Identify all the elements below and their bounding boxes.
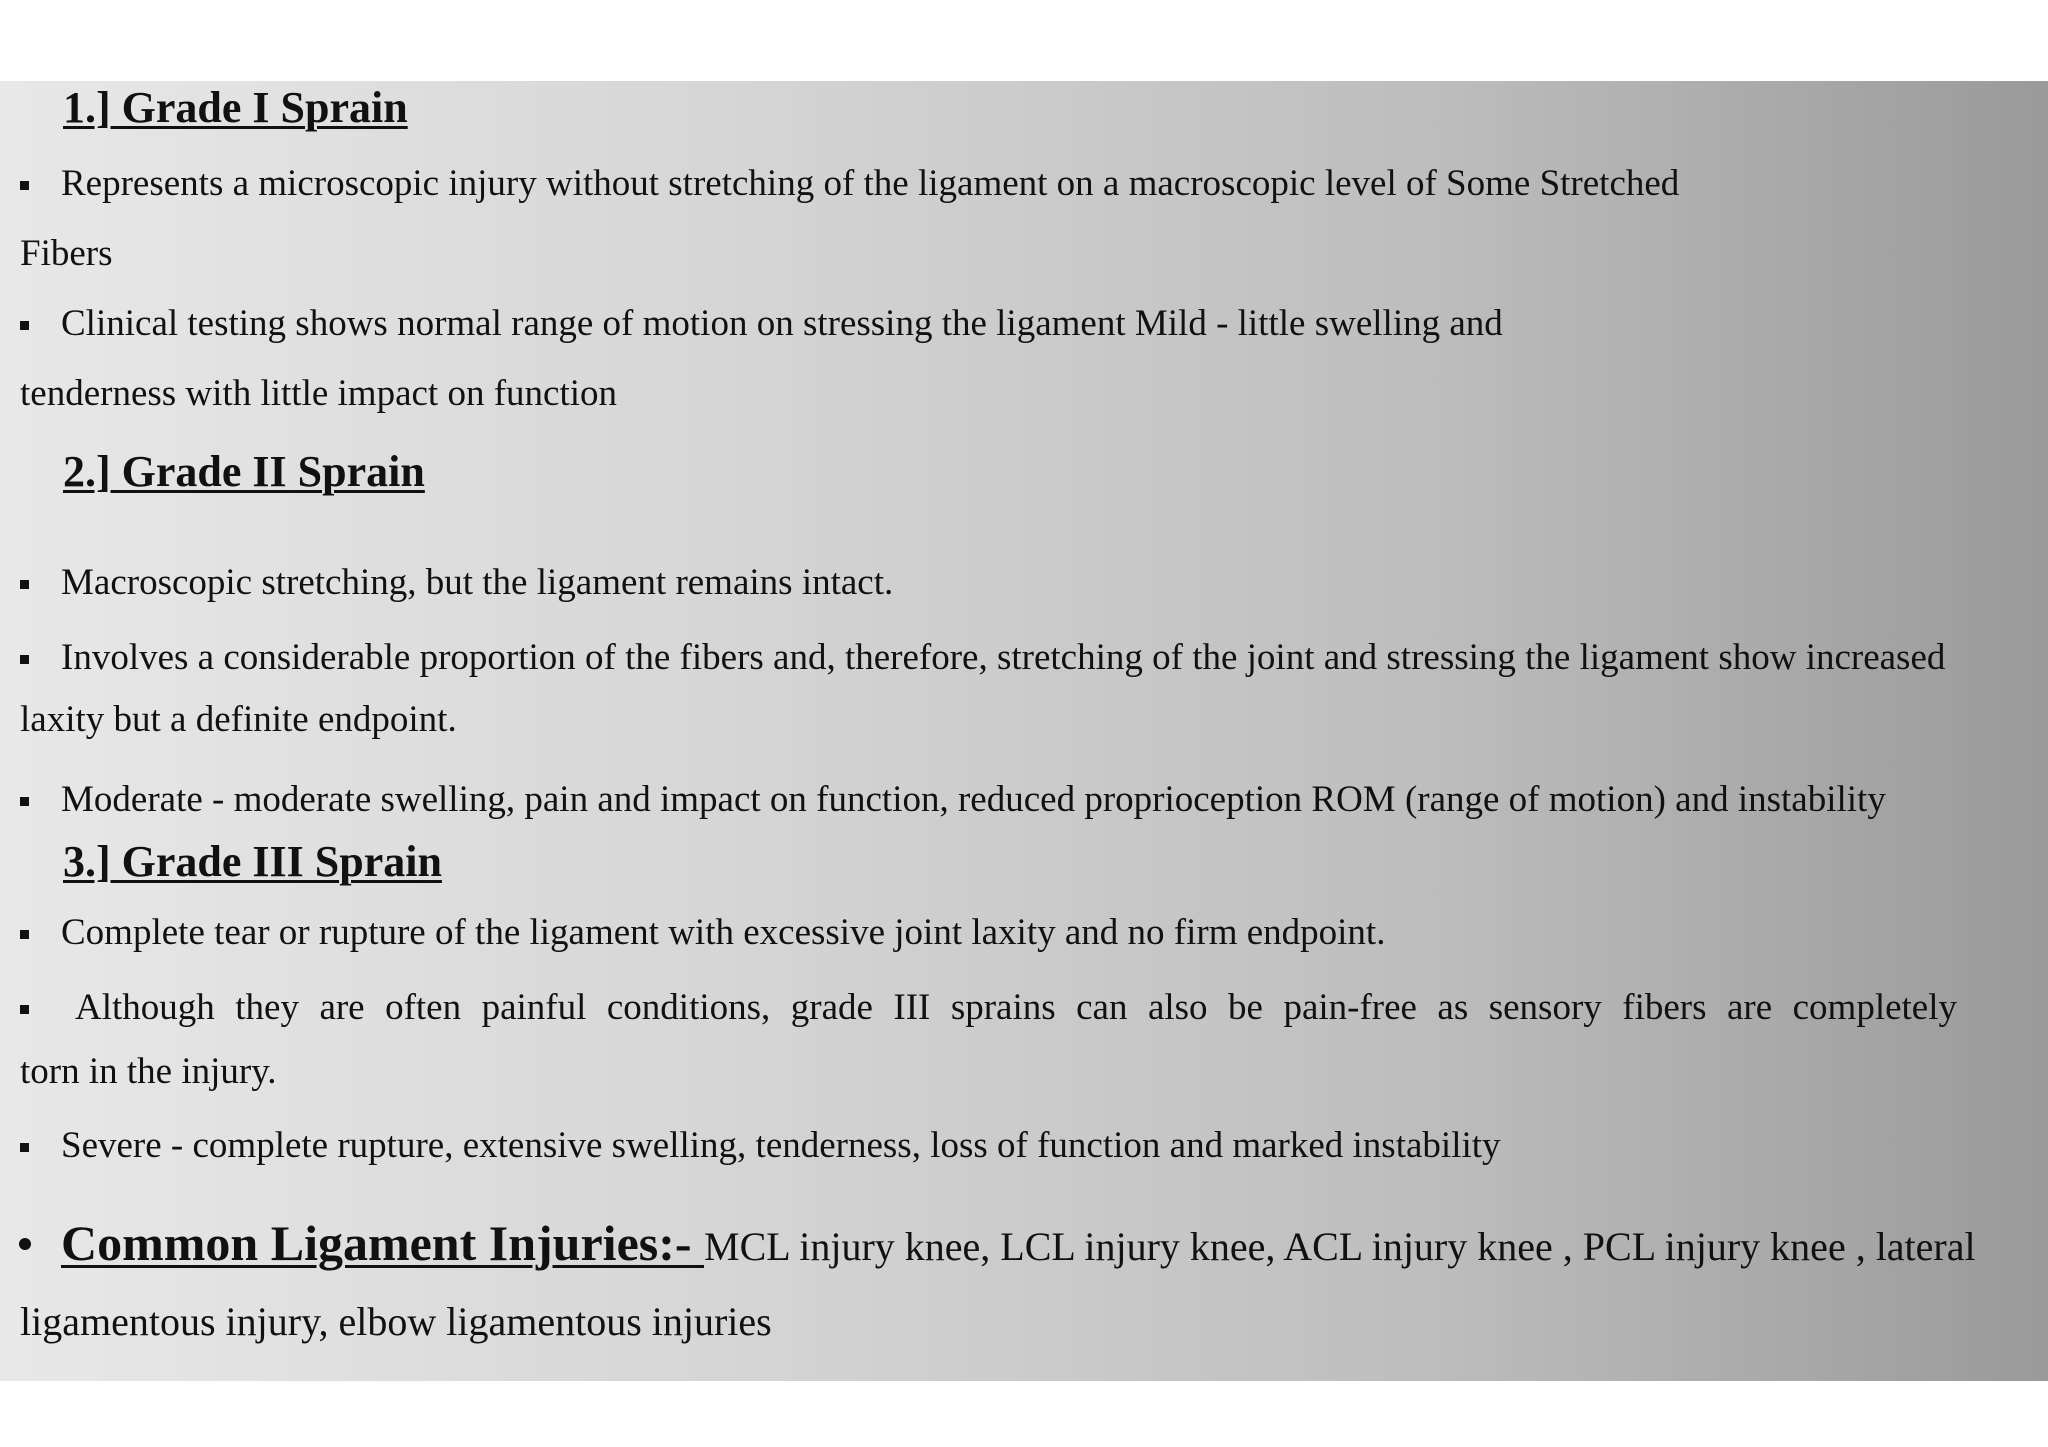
bullet-text: Although they are often painful conditions, grade III sprains can also be pain-free as sensory fibers are completely bbox=[75, 987, 1957, 1028]
bullet-marker bbox=[20, 181, 29, 190]
bullet-marker bbox=[20, 797, 29, 806]
section-heading-grade-1: 1.] Grade I Sprain bbox=[63, 83, 408, 132]
bullet-marker bbox=[20, 1005, 29, 1014]
bullet-marker bbox=[20, 580, 29, 589]
bullet-text: Clinical testing shows normal range of motion on stressing the ligament Mild - little swelling and bbox=[61, 303, 1503, 344]
bullet-text: Involves a considerable proportion of the fibers and, therefore, stretching of the joint and stressing the ligament show increased bbox=[61, 637, 1946, 678]
bullet-text: Complete tear or rupture of the ligament with excessive joint laxity and no firm endpoint. bbox=[61, 912, 1386, 953]
bullet-marker bbox=[20, 1143, 29, 1152]
common-injuries-line bbox=[61, 1215, 1976, 1277]
bullet-marker bbox=[20, 655, 29, 664]
bullet-text: Macroscopic stretching, but the ligament remains intact. bbox=[61, 562, 894, 603]
bullet-marker-round bbox=[19, 1238, 31, 1250]
common-injuries-text: MCL injury knee, LCL injury knee, ACL injury knee , PCL injury knee , lateral bbox=[704, 1224, 1976, 1269]
bullet-text: Moderate - moderate swelling, pain and impact on function, reduced proprioception ROM (range of motion) and instability bbox=[61, 779, 1886, 820]
bullet-text-continuation: torn in the injury. bbox=[20, 1051, 277, 1092]
bullet-text-continuation: tenderness with little impact on function bbox=[20, 373, 618, 414]
bullet-marker bbox=[20, 930, 29, 939]
bullet-text-continuation: Fibers bbox=[20, 233, 113, 274]
common-injuries-heading: Common Ligament Injuries:- bbox=[61, 1215, 705, 1271]
bullet-marker bbox=[20, 321, 29, 330]
bullet-text: Represents a microscopic injury without stretching of the ligament on a macroscopic level of Some Stretched bbox=[61, 163, 1680, 204]
bullet-text-continuation: laxity but a definite endpoint. bbox=[20, 699, 457, 740]
bullet-text: Severe - complete rupture, extensive swelling, tenderness, loss of function and marked instability bbox=[61, 1125, 1501, 1166]
common-injuries-text-continuation: ligamentous injury, elbow ligamentous injuries bbox=[20, 1299, 772, 1344]
section-heading-grade-3: 3.] Grade III Sprain bbox=[63, 837, 442, 886]
section-heading-grade-2: 2.] Grade II Sprain bbox=[63, 447, 425, 496]
